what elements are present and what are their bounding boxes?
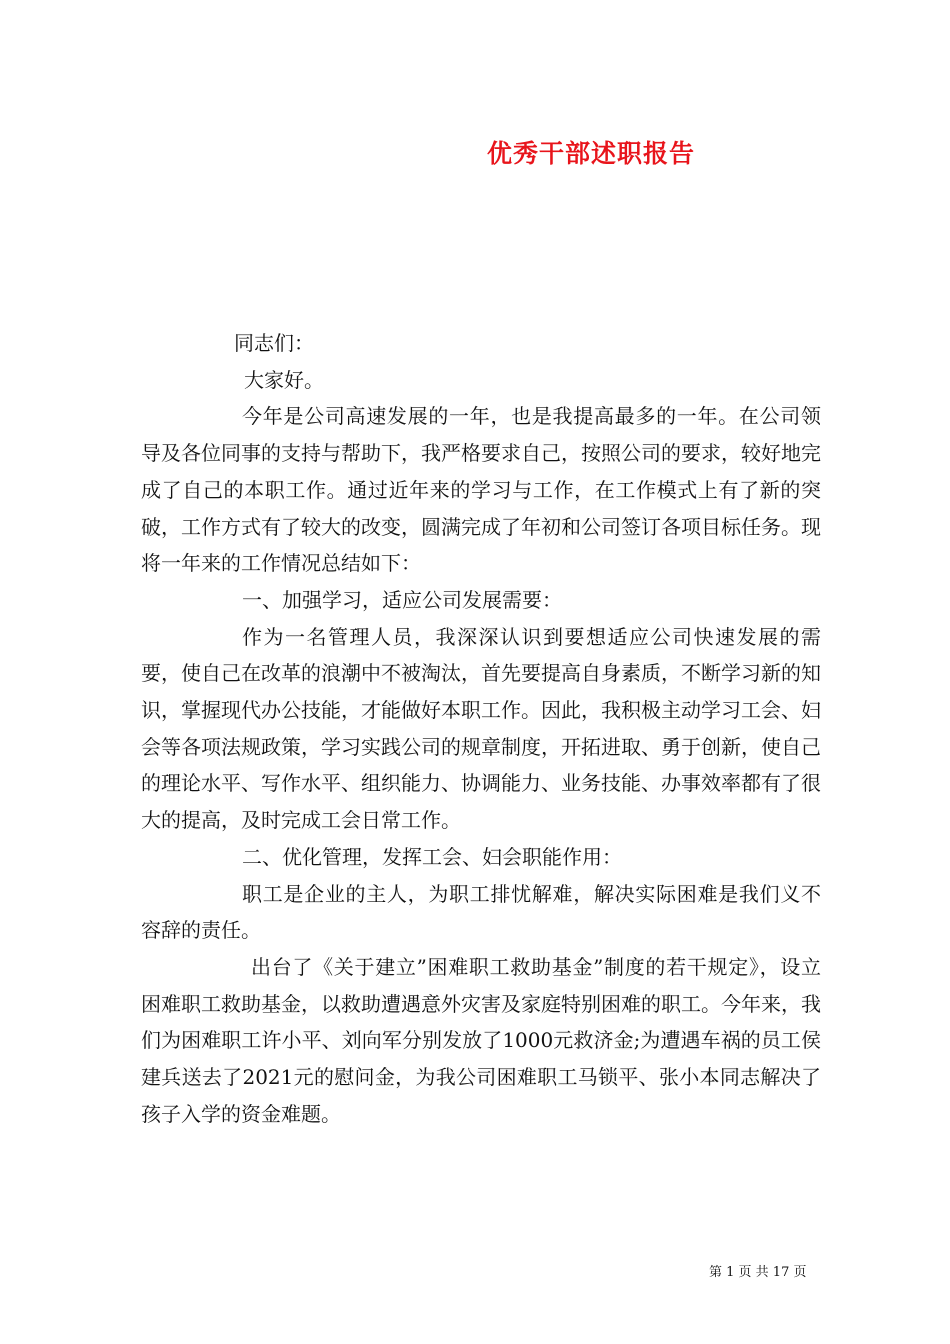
section-heading-2: 二、优化管理，发挥工会、妇会职能作用： — [242, 844, 622, 869]
document-body — [141, 325, 821, 1132]
paragraph-relief-fund: 出台了《关于建立”困难职工救助基金”制度的若干规定》，设立困难职工救助基金，以救助遭遇意外灾害及家庭特别困难的职工。今年来，我们为困难职工许小平、刘向军分别发放了1000元救济金;为遭遇车祸的员工侯建兵送去了2021元的慰问金，为我公司困难职工马锁平、张小本同志解决了孩子入学的资金难题。 — [141, 954, 821, 1126]
paragraph-intro: 今年是公司高速发展的一年，也是我提高最多的一年。在公司领导及各位同事的支持与帮助下，我严格要求自己，按照公司的要求，较好地完成了自己的本职工作。通过近年来的学习与工作，在工作模式上有了新的突破，工作方式有了较大的改变，圆满完成了年初和公司签订各项目标任务。现将一年来的工作情况总结如下： — [141, 404, 821, 576]
document-title: 优秀干部述职报告 — [487, 139, 696, 168]
section-heading-1: 一、加强学习，适应公司发展需要： — [242, 587, 562, 612]
page-number: 第 1 页 共 17 页 — [709, 1265, 807, 1280]
paragraph-study: 作为一名管理人员，我深深认识到要想适应公司快速发展的需要，使自己在改革的浪潮中不被淘汰，首先要提高自身素质，不断学习新的知识，掌握现代办公技能，才能做好本职工作。因此，我积极主动学习工会、妇会等各项法规政策，学习实践公司的规章制度，开拓进取、勇于创新，使自己的理论水平、写作水平、组织能力、协调能力、业务技能、办事效率都有了很大的提高，及时完成工会日常工作。 — [141, 624, 821, 833]
greeting: 大家好。 — [244, 367, 324, 392]
paragraph-employees: 职工是企业的主人，为职工排忧解难，解决实际困难是我们义不容辞的责任。 — [141, 881, 821, 943]
salutation: 同志们： — [234, 331, 314, 355]
